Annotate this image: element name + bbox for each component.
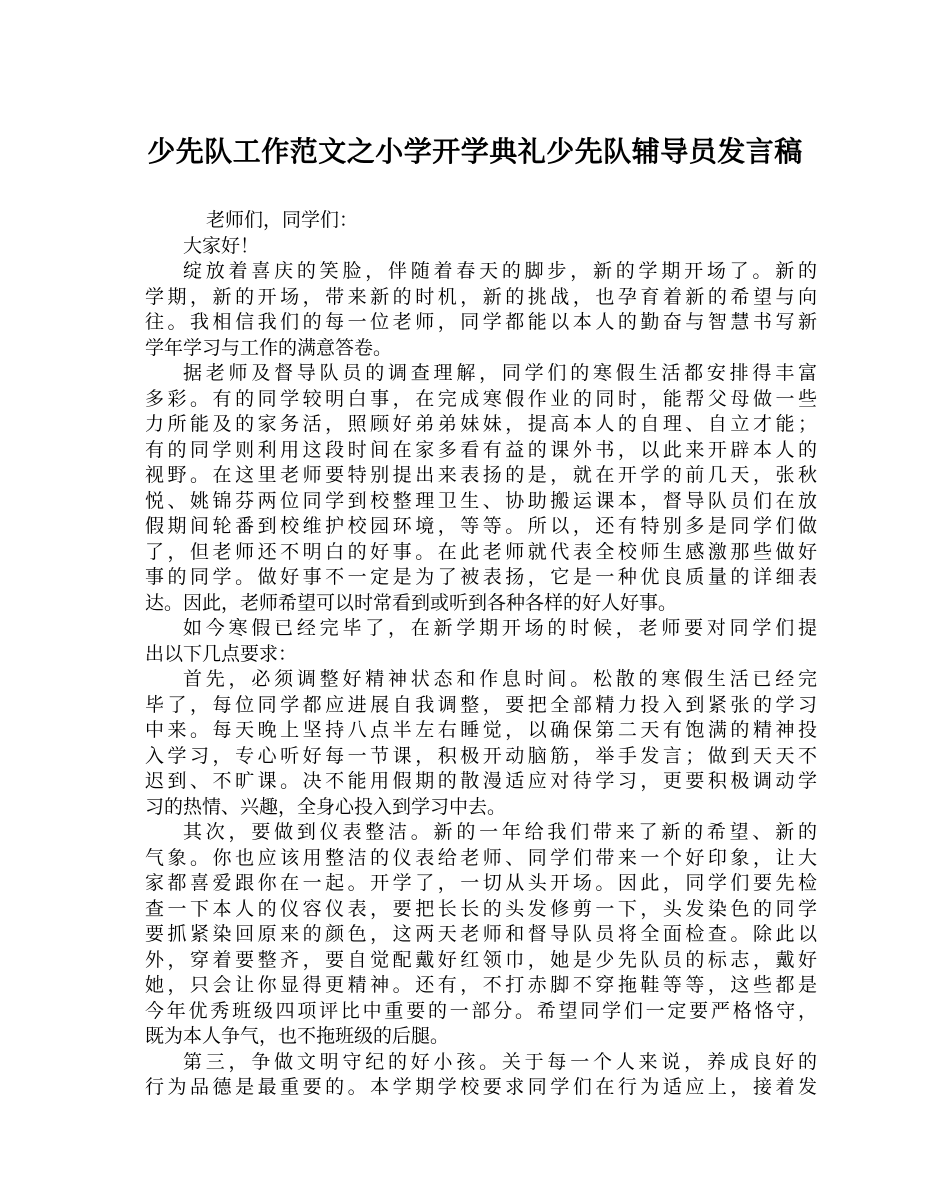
paragraph-line: 据老师及督导队员的调查理解，同学们的寒假生活都安排得丰富 [183,362,817,384]
paragraph-line: 学年学习与工作的满意答卷。 [145,336,393,359]
paragraph-line: 力所能及的家务活，照顾好弟弟妹妹，提高本人的自理、自立才能； [145,413,817,435]
paragraph-line: 其次，要做到仪表整洁。新的一年给我们带来了新的希望、新的 [183,821,817,843]
paragraph-line: 第三，争做文明守纪的好小孩。关于每一个人来说，养成良好的 [183,1050,817,1073]
paragraph-line: 悦、姚锦芬两位同学到校整理卫生、协助搬运课本，督导队员们在放 [145,489,817,512]
paragraph-line: 往。我相信我们的每一位老师，同学都能以本人的勤奋与智慧书写新 [145,311,817,333]
paragraph-line: 视野。在这里老师要特别提出来表扬的是，就在开学的前几天，张秋 [145,464,817,486]
paragraph-line: 今年优秀班级四项评比中重要的一部分。希望同学们一定要严格恪守， [145,999,817,1022]
paragraph-line: 学期，新的开场，带来新的时机，新的挑战，也孕育着新的希望与向 [145,285,817,308]
paragraph-line: 气象。你也应该用整洁的仪表给老师、同学们带来一个好印象，让大 [145,846,817,869]
paragraph-line: 假期间轮番到校维护校园环境，等等。所以，还有特别多是同学们做 [145,515,817,537]
paragraph-line: 有的同学则利用这段时间在家多看有益的课外书，以此来开辟本人的 [145,438,817,461]
paragraph-line: 习的热情、兴趣，全身心投入到学习中去。 [145,795,507,818]
paragraph-line: 事的同学。做好事不一定是为了被表扬，它是一种优良质量的详细表 [145,566,817,588]
paragraph-line: 入学习，专心听好每一节课，积极开动脑筋，举手发言；做到天天不 [145,744,817,767]
paragraph-line: 查一下本人的仪容仪表，要把长长的头发修剪一下，头发染色的同学 [145,897,817,920]
paragraph-line: 毕了，每位同学都应进展自我调整，要把全部精力投入到紧张的学习 [145,693,817,716]
paragraph-line: 如今寒假已经完毕了，在新学期开场的时候，老师要对同学们提 [183,617,817,639]
paragraph-line: 既为本人争气，也不拖班级的后腿。 [145,1025,450,1047]
paragraph-line: 了，但老师还不明白的好事。在此老师就代表全校师生感激那些做好 [145,540,817,563]
paragraph-line: 行为品德是最重要的。本学期学校要求同学们在行为适应上，接着发 [145,1076,817,1098]
greeting-line: 老师们，同学们： [206,209,359,231]
paragraph-line: 出以下几点要求： [145,642,298,665]
paragraph-line: 外，穿着要整齐，要自觉配戴好红领巾，她是少先队员的标志，戴好 [145,948,817,971]
document-title: 少先队工作范文之小学开学典礼少先队辅导员发言稿 [147,135,803,168]
paragraph-line: 迟到、不旷课。决不能用假期的散漫适应对待学习，更要积极调动学 [145,770,817,792]
paragraph-line: 她，只会让你显得更精神。还有，不打赤脚不穿拖鞋等等，这些都是 [145,974,817,996]
paragraph-line: 中来。每天晚上坚持八点半左右睡觉，以确保第二天有饱满的精神投 [145,719,817,741]
paragraph-line: 多彩。有的同学较明白事，在完成寒假作业的同时，能帮父母做一些 [145,387,817,410]
paragraph-line: 达。因此，老师希望可以时常看到或听到各种各样的好人好事。 [145,591,678,614]
greeting-hello: 大家好！ [183,234,260,257]
document-body [145,208,817,1101]
paragraph-line: 首先，必须调整好精神状态和作息时间。松散的寒假生活已经完 [183,668,817,690]
paragraph-line: 家都喜爱跟你在一起。开学了，一切从头开场。因此，同学们要先检 [145,872,817,894]
paragraph-line: 要抓紧染回原来的颜色，这两天老师和督导队员将全面检查。除此以 [145,923,817,945]
paragraph-line: 绽放着喜庆的笑脸，伴随着春天的脚步，新的学期开场了。新的 [183,260,817,282]
